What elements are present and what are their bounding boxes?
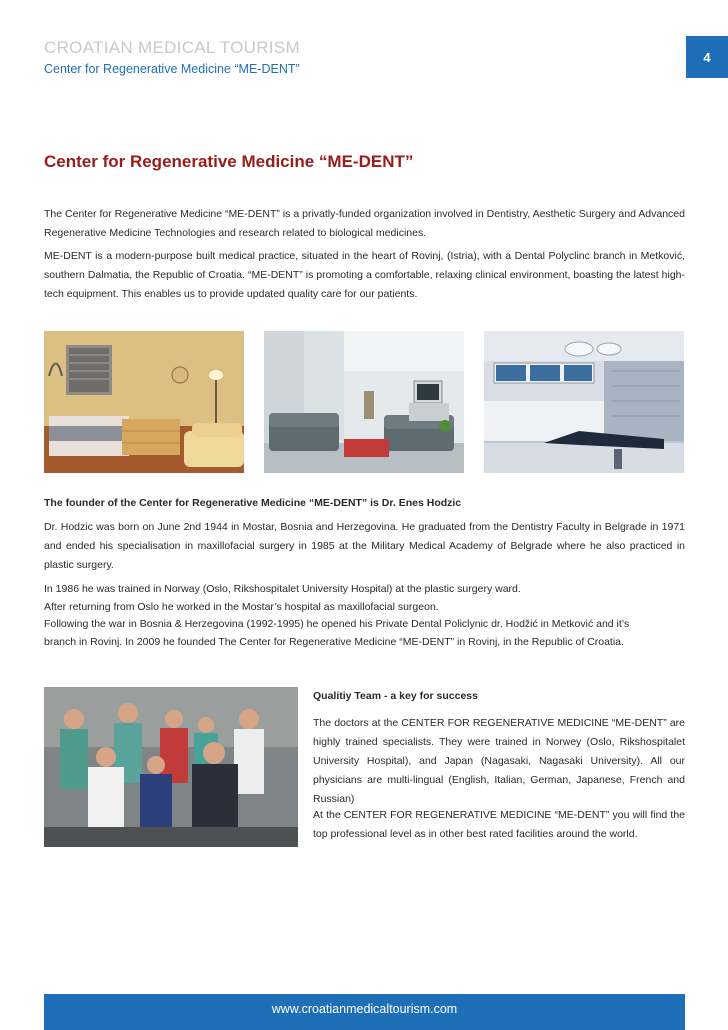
team-photo xyxy=(44,687,298,847)
page-number-badge xyxy=(686,36,728,78)
clinic-room-illustration xyxy=(44,331,244,473)
footer-url[interactable]: www.croatianmedicaltourism.com xyxy=(271,1002,458,1016)
treatment-room-photo xyxy=(484,331,684,473)
treatment-room-illustration xyxy=(484,331,684,473)
brand-title: CROATIAN MEDICAL TOURISM xyxy=(44,38,300,57)
team-heading: Qualitiy Team - a key for success xyxy=(313,690,478,702)
intro-paragraph-1: The Center for Regenerative Medicine “ME-DENT” is a privatly-funded organization involved in Dentistry, Aesthetic Surgery and Advanced Regenerative Medicine Technologies and research related to biological medicines. xyxy=(44,208,685,239)
intro-paragraph-2: ME-DENT is a modern-purpose built medical practice, situated in the heart of Rovinj, (Istria), with a Dental Polyclinc branch in Metković, southern Dalmatia, the Republic of Croatia. “ME-DENT” is promoting a comfortable, relaxing clinical environment, boasting the latest high-tech equipment. This enables us to provide updated quality care for our patients. xyxy=(44,250,685,300)
page-number: 4 xyxy=(703,49,711,65)
founder-line-3: Following the war in Bosnia & Herzegovina (1992-1995) he opened his Private Dental Policlynic dr. Hodžić in Metković and it’s xyxy=(44,618,630,630)
team-paragraph-1: The doctors at the CENTER FOR REGENERATIVE MEDICINE “ME-DENT” are highly trained specialists. They were trained in Norwey (Oslo, Rikshospitalet University Hospital), and Japan (Nagasaki, Nagasaki University). All our physicians are multi-lingual (English, Italian, German, Japanese, French and Russian) xyxy=(313,717,685,805)
founder-line-4: branch in Rovinj. In 2009 he founded The Center for Regenerative Medicine “ME-DENT” in Rovinj, in the Republic of Croatia. xyxy=(44,635,624,648)
waiting-room-photo xyxy=(264,331,464,473)
founder-line-1: In 1986 he was trained in Norway (Oslo, Rikshospitalet University Hospital) at the plastic surgery ward. xyxy=(44,583,521,595)
team-paragraph-2: At the CENTER FOR REGENERATIVE MEDICINE “ME-DENT” you will find the top professional level as in other best rated facilities around the world. xyxy=(313,809,685,840)
page-title: Center for Regenerative Medicine “ME-DENT” xyxy=(44,152,414,171)
clinic-room-photo xyxy=(44,331,244,473)
waiting-room-illustration xyxy=(264,331,464,473)
team-illustration xyxy=(44,687,298,847)
founder-heading: The founder of the Center for Regenerative Medicine “ME-DENT” is Dr. Enes Hodzic xyxy=(44,497,462,509)
founder-paragraph: Dr. Hodzic was born on June 2nd 1944 in Mostar, Bosnia and Herzegovina. He graduated from the Dentistry Faculty in Belgrade in 1971 and ended his specialisation in maxillofacial surgery in 1985 at the Military Medical Academy of Belgrade where he also practiced in plastic surgery. xyxy=(44,521,685,571)
footer-bar xyxy=(44,994,685,1030)
founder-line-2: After returning from Oslo he worked in the Mostar’s hospital as maxillofacial surgeon. xyxy=(44,600,439,613)
founder-history xyxy=(44,581,685,651)
header-subtitle: Center for Regenerative Medicine “ME-DENT” xyxy=(44,62,300,76)
